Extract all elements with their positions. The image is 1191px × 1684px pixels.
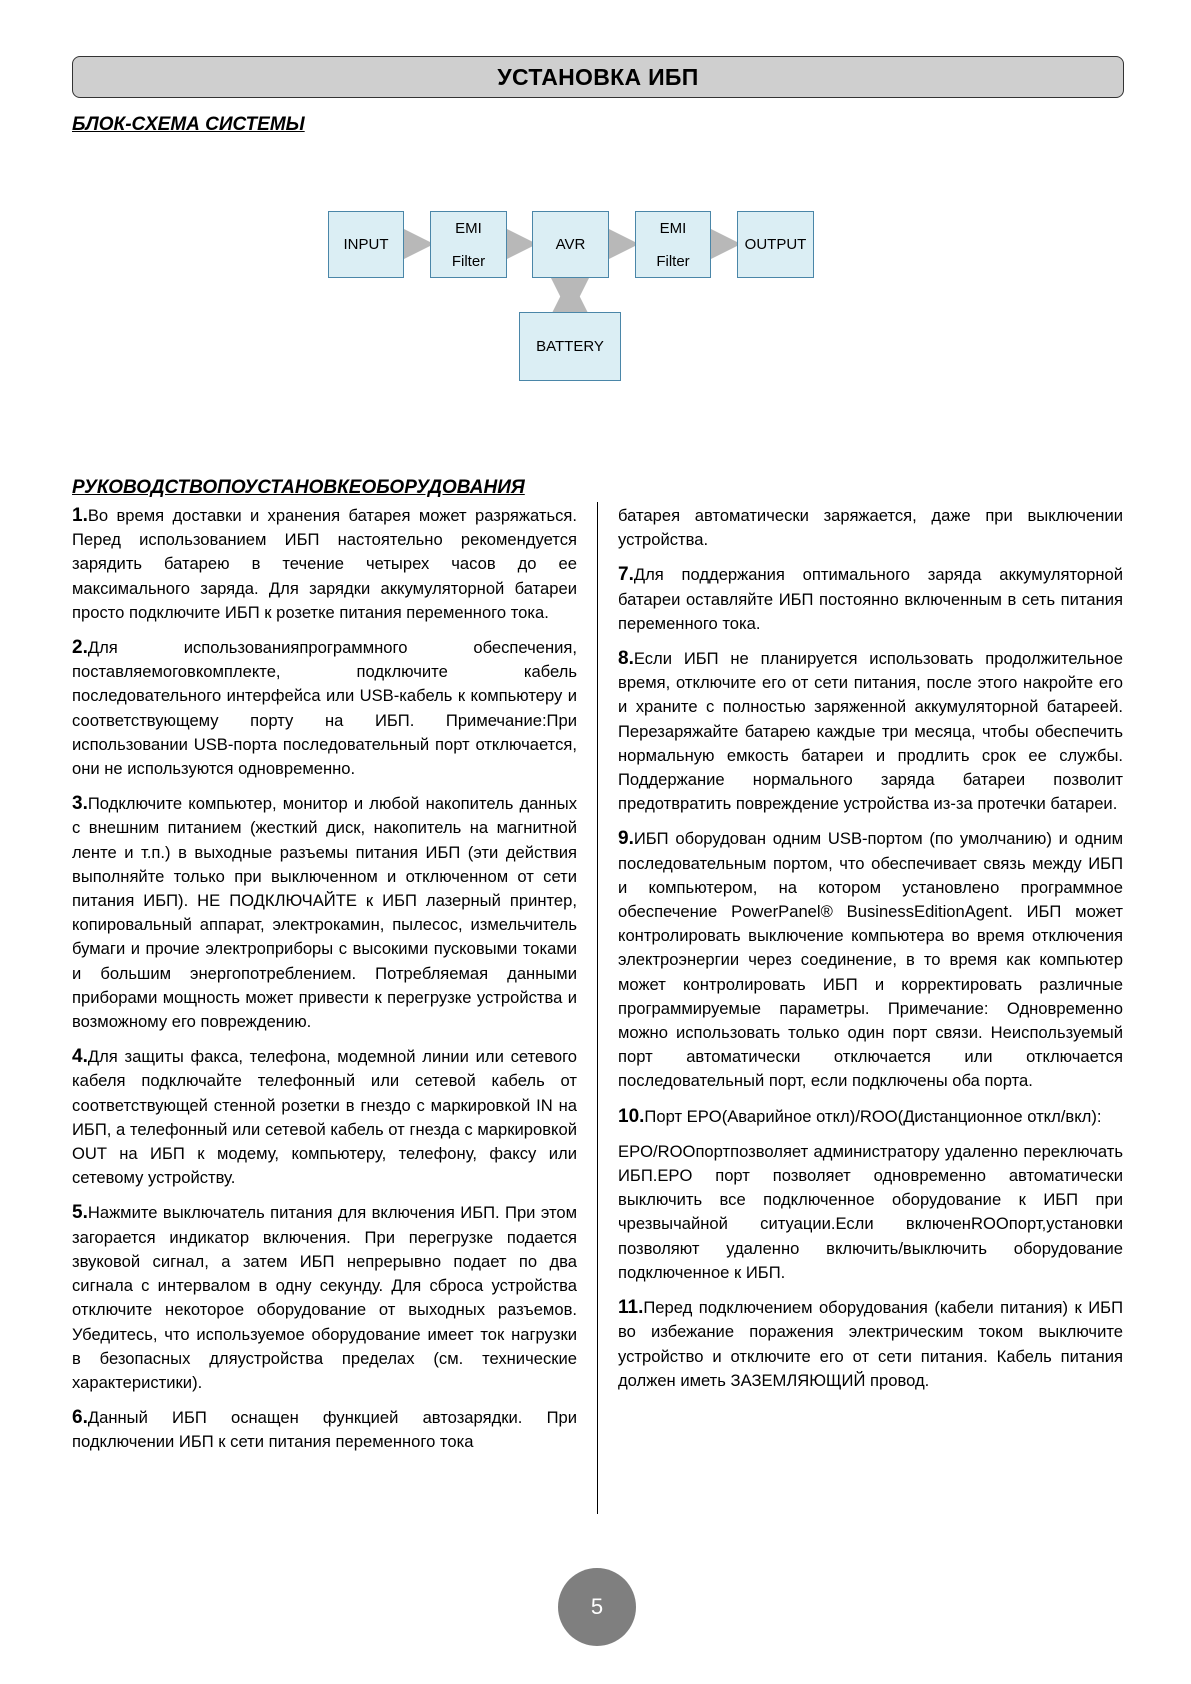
guide-item-8: 8.Если ИБП не планируется использовать продолжительное время, отключите его от сети питания, после этого накройте его и храните с полностью заряженной аккумуляторной батареей. Перезаряжайте батарею каждые три месяца, чтобы обеспечить нормальную емкость батареи и продлить срок ее службы. Поддержание нормального заряда батареи позволит предотвратить повреждение устройства из-за протечки батареи.: [618, 648, 1123, 814]
left-column: [72, 504, 577, 1466]
guide-title: РУКОВОДСТВОПОУСТАНОВКЕОБОРУДОВАНИЯ: [72, 477, 525, 498]
page-title: УСТАНОВКА ИБП: [497, 63, 699, 90]
guide-item-10: 10.Порт EPO(Аварийное откл)/ROO(Дистанционное откл/вкл):: [618, 1105, 1102, 1127]
input-block: INPUT: [328, 211, 404, 278]
output-block: OUTPUT: [737, 211, 814, 278]
guide-item-7: 7.Для поддержания оптимального заряда аккумуляторной батареи оставляйте ИБП постоянно включенным в сеть питания переменного тока.: [618, 564, 1123, 633]
battery-block: BATTERY: [519, 312, 621, 381]
page-number: 5: [558, 1568, 636, 1646]
guide-item-11: 11.Перед подключением оборудования (кабели питания) к ИБП во избежание поражения электрическим током выключите устройство и отключите его от сети питания. Кабель питания должен иметь ЗАЗЕМЛЯЮЩИЙ провод.: [618, 1297, 1123, 1390]
guide-item-10-body: EPO/ROOпортпозволяет администратору удаленно переключать ИБП.EPO порт позволяет одновременно автоматически выключить все подключенное оборудование к ИБП при чрезвычайной ситуации.Если включенROOпорт,установки позволяют удаленно включить/выключить оборудование подключенное к ИБП.: [618, 1141, 1123, 1282]
avr-block: AVR: [532, 211, 609, 278]
guide-item-3: 3.Подключите компьютер, монитор и любой накопитель данных с внешним питанием (жесткий диск, накопитель на магнитной ленте и т.п.) в выходные разъемы питания ИБП (эти действия выполняйте только при выключенном и отключенном от сети питания ИБП). НЕ ПОДКЛЮЧАЙТЕ к ИБП лазерный принтер, копировальный аппарат, электрокамин, пылесос, измельчитель бумаги и прочие электроприборы с высокими пусковыми токами и большим энергопотреблением. Потребляемая данными приборами мощность может привести к перегрузке устройства и возможному его повреждению.: [72, 793, 577, 1032]
guide-item-9: 9.ИБП оборудован одним USB-портом (по умолчанию) и одним последовательным портом, что обеспечивает связь между ИБП и компьютером, на котором установлено программное обеспечение PowerPanel® BusinessEditionAgent. ИБП может контролировать выключение компьютера во время отключения электроэнергии через соединение, в то время как компьютер может контролировать ИБП и корректировать различные программируемые параметры. Примечание: Одновременно можно использовать только один порт связи. Неиспользуемый порт автоматически отключается или отключается последовательный порт, если подключены оба порта.: [618, 828, 1123, 1091]
column-divider: [597, 502, 598, 1514]
right-column: [618, 504, 1123, 1404]
guide-item-4: 4.Для защиты факса, телефона, модемной линии или сетевого кабеля подключайте телефонный или сетевой кабель от соответствующей стенной розетки в гнездо с маркировкой IN на ИБП, а телефонный или сетевой кабель от гнезда с маркировкой OUT на ИБП к модему, компьютеру, телефону, факсу или сетевому устройству.: [72, 1046, 577, 1188]
guide-item-6: 6.Данный ИБП оснащен функцией автозарядки. При подключении ИБП к сети питания переменного тока: [72, 1407, 577, 1452]
guide-item-2: 2.Для использованияпрограммного обеспечения, поставляемоговкомплекте, подключите кабель последовательного интерфейса или USB-кабель к компьютеру и соответствующему порту на ИБП. Примечание:При использовании USB-порта последовательный порт отключается, они не используются одновременно.: [72, 637, 577, 779]
emi-filter-1-block: EMI Filter: [430, 211, 507, 278]
diagram-title: БЛОК-СХЕМА СИСТЕМЫ: [72, 114, 305, 135]
guide-item-1: 1.Во время доставки и хранения батарея может разряжаться. Перед использованием ИБП настоятельно рекомендуется зарядить батарею в течение четырех часов до ее максимального заряда. Для зарядки аккумуляторной батареи просто подключите ИБП к розетке питания переменного тока.: [72, 505, 577, 622]
guide-item-6-continued: батарея автоматически заряжается, даже при выключении устройства.: [618, 506, 1123, 550]
emi-filter-2-block: EMI Filter: [635, 211, 711, 278]
guide-item-5: 5.Нажмите выключатель питания для включения ИБП. При этом загорается индикатор включения. При перегрузке подается звуковой сигнал, а затем ИБП непрерывно подает по два сигнала с интервалом в одну секунду. Для сброса устройства отключите некоторое оборудование от выходных разъемов. Убедитесь, что используемое оборудование имеет ток нагрузки в безопасных дляустройства пределах (см. технические характеристики).: [72, 1202, 577, 1392]
